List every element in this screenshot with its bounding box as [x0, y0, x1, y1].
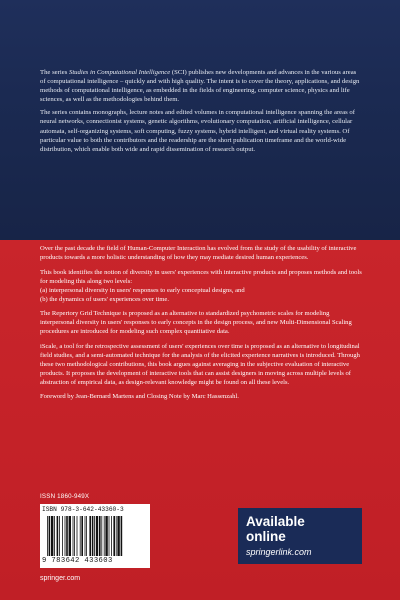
description-paragraph-4: iScale, a tool for the retrospective assessment of users' experiences over time is proposed as an alternative to longitudinal field studies, and a semi-automated technique for the analysis of the elicited experience narratives is introduced. Through these two methodological contributions, this book argues against averaging in the subjective evaluation of interactive products. It proposes the development of interactive tools that can assist designers in moving across multiple levels of abstraction of empirical data, as design-relevant knowledge might be found on all these levels. — [40, 342, 360, 386]
barcode-bar — [69, 516, 71, 556]
barcode-bar — [74, 516, 75, 556]
available-online-badge[interactable] — [238, 508, 362, 564]
barcode-bar — [81, 516, 83, 556]
publisher-url[interactable]: springer.com — [40, 575, 81, 582]
barcode-bars — [47, 516, 145, 556]
barcode-bar — [96, 516, 98, 556]
barcode-bar — [104, 516, 105, 556]
foreword-note: Foreword by Jean-Bernard Martens and Closing Note by Marc Hassenzahl. — [40, 393, 239, 400]
description-item-a: (a) interpersonal diversity in users' responses to early conceptual designs, and — [40, 286, 245, 294]
online-label: online — [246, 529, 286, 544]
barcode-bar — [59, 516, 60, 556]
barcode-bar — [92, 516, 94, 556]
springerlink-url: springerlink.com — [246, 547, 312, 557]
barcode-bar — [49, 516, 51, 556]
barcode-bar — [57, 516, 59, 556]
description-paragraph-1: Over the past decade the field of Human-Computer Interaction has evolved from the study of the usability of interactive products towards a more holistic understanding of how they may mediate desired human experiences. — [40, 245, 357, 261]
barcode-bar — [65, 516, 66, 556]
barcode-bar — [47, 516, 48, 556]
barcode-bar — [73, 516, 74, 556]
isbn-label: ISBN 978-3-642-43360-3 — [42, 506, 124, 513]
barcode-digits: 9 783642 433603 — [42, 557, 113, 565]
series-intro-text: The series — [40, 69, 69, 76]
barcode-bar — [111, 516, 112, 556]
barcode-bar — [51, 516, 53, 556]
barcode-bar — [116, 516, 117, 556]
description-paragraph-2-lead: This book identifies the notion of diversity in users' experiences with interactive products and proposes methods and tools for modeling this along two levels: — [40, 268, 362, 285]
barcode-bar — [117, 516, 119, 556]
barcode-bar — [85, 516, 86, 556]
barcode-bar — [54, 516, 55, 556]
barcode-bar — [113, 516, 115, 556]
barcode-bar — [121, 516, 123, 556]
barcode-bar — [86, 516, 87, 556]
series-intro-rest: (SCI) publishes new developments and advances in the various areas of computational intelligence – quickly and with high quality. The intent is to cover the theory, applications, and design methods of computational intelligence, as embedded in the fields of engineering, computer science, physics and life sciences, as well as the methodologies behind them. — [40, 69, 360, 104]
barcode-bar — [62, 516, 63, 556]
series-paragraph-2: The series contains monographs, lecture notes and edited volumes in computational intelligence spanning the areas of neural networks, connectionist systems, genetic algorithms, evolutionary computation, artificial intelligence, cellular automata, self-organizing systems, soft computing, fuzzy systems, hybrid intelligent, and virtual reality systems. Of particular value to both the contributors and the readership are the short publication timeframe and the world-wide distribution, which enable both wide and rapid dissemination of research output. — [40, 109, 355, 153]
description-paragraph-3: The Repertory Grid Technique is proposed as an alternative to standardized psychometric scales for modeling interpersonal diversity in users' responses to early concepts in the design process, and new Multi-Dimensional Scaling procedures are introduced for modeling such complex quantitative data. — [40, 310, 352, 335]
barcode-bar — [105, 516, 107, 556]
available-label: Available — [246, 514, 305, 529]
barcode — [40, 504, 150, 568]
barcode-bar — [101, 516, 102, 556]
barcode-bar — [109, 516, 110, 556]
barcode-bar — [77, 516, 78, 556]
series-title-italic: Studies in Computational Intelligence — [68, 69, 171, 76]
book-description — [40, 244, 362, 407]
barcode-bar — [80, 516, 81, 556]
description-item-b: (b) the dynamics of users' experiences over time. — [40, 295, 169, 303]
barcode-bar — [94, 516, 95, 556]
series-paragraph-1 — [40, 68, 360, 104]
description-paragraph-2 — [40, 268, 362, 304]
barcode-bar — [66, 516, 68, 556]
series-description — [40, 68, 360, 158]
barcode-bar — [89, 516, 91, 556]
issn-label: ISSN 1860-949X — [40, 493, 90, 500]
barcode-bar — [99, 516, 101, 556]
